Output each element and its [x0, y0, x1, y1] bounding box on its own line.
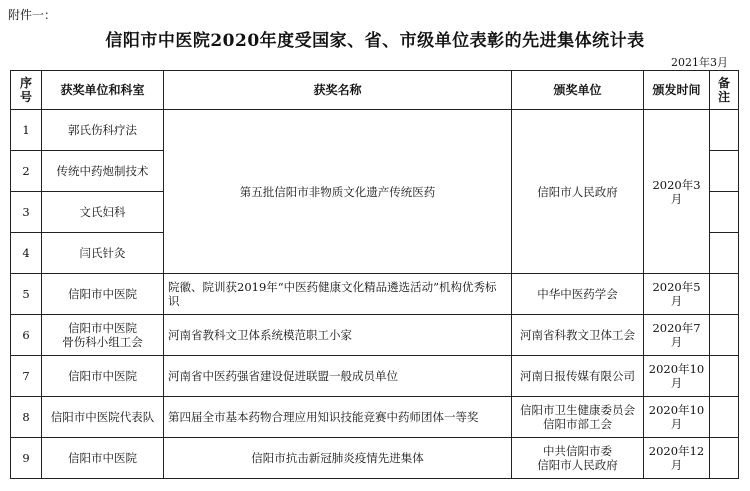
cell-note [710, 151, 739, 192]
attachment-label: 附件一： [8, 8, 57, 22]
cell-index: 2 [11, 151, 42, 192]
cell-issuer: 信阳市人民政府 [512, 110, 644, 274]
cell-unit: 信阳市中医院 [42, 274, 164, 315]
cell-award: 信阳市抗击新冠肺炎疫情先进集体 [164, 438, 512, 479]
cell-unit: 郭氏伤科疗法 [42, 110, 164, 151]
cell-unit: 信阳市中医院 [42, 438, 164, 479]
cell-time: 2020年7月 [644, 315, 710, 356]
cell-index: 5 [11, 274, 42, 315]
cell-note [710, 110, 739, 151]
document-title: 信阳市中医院2020年度受国家、省、市级单位表彰的先进集体统计表 [105, 31, 645, 51]
cell-note [710, 397, 739, 438]
cell-index: 9 [11, 438, 42, 479]
cell-issuer: 河南省科教文卫体工会 [512, 315, 644, 356]
cell-index: 4 [11, 233, 42, 274]
cell-note [710, 192, 739, 233]
cell-unit: 信阳市中医院 [42, 356, 164, 397]
cell-issuer: 河南日报传媒有限公司 [512, 356, 644, 397]
cell-unit: 传统中药炮制技术 [42, 151, 164, 192]
cell-note [710, 274, 739, 315]
cell-time: 2020年10月 [644, 356, 710, 397]
cell-award: 院徽、院训获2019年“中医药健康文化精品遴选活动”机构优秀标识 [164, 274, 512, 315]
header-time: 颁发时间 [644, 71, 710, 110]
cell-award: 河南省教科文卫体系统模范职工小家 [164, 315, 512, 356]
cell-note [710, 356, 739, 397]
header-award: 获奖名称 [164, 71, 512, 110]
cell-note [710, 438, 739, 479]
cell-award: 第四届全市基本药物合理应用知识技能竞赛中药师团体一等奖 [164, 397, 512, 438]
table-header-row [11, 71, 739, 110]
cell-index: 8 [11, 397, 42, 438]
cell-note [710, 233, 739, 274]
cell-issuer: 中共信阳市委 信阳市人民政府 [512, 438, 644, 479]
cell-index: 7 [11, 356, 42, 397]
cell-time: 2020年12月 [644, 438, 710, 479]
cell-time: 2020年5月 [644, 274, 710, 315]
cell-award: 第五批信阳市非物质文化遗产传统医药 [164, 110, 512, 274]
table-row [11, 315, 739, 356]
cell-index: 3 [11, 192, 42, 233]
table-row [11, 110, 739, 151]
cell-unit: 信阳市中医院代表队 [42, 397, 164, 438]
award-table [10, 70, 739, 479]
cell-unit: 信阳市中医院 骨伤科小组工会 [42, 315, 164, 356]
table-row [11, 438, 739, 479]
cell-award: 河南省中医药强省建设促进联盟一般成员单位 [164, 356, 512, 397]
header-issuer: 颁奖单位 [512, 71, 644, 110]
cell-index: 6 [11, 315, 42, 356]
cell-unit: 文氏妇科 [42, 192, 164, 233]
cell-time: 2020年3月 [644, 110, 710, 274]
table-row [11, 274, 739, 315]
header-index: 序号 [11, 71, 42, 110]
header-unit: 获奖单位和科室 [42, 71, 164, 110]
cell-unit: 闫氏针灸 [42, 233, 164, 274]
table-row [11, 397, 739, 438]
header-note: 备注 [710, 71, 739, 110]
cell-time: 2020年10月 [644, 397, 710, 438]
cell-issuer: 中华中医药学会 [512, 274, 644, 315]
document-date: 2021年3月 [671, 56, 728, 69]
cell-note [710, 315, 739, 356]
cell-index: 1 [11, 110, 42, 151]
cell-issuer: 信阳市卫生健康委员会 信阳市部工会 [512, 397, 644, 438]
table-row [11, 356, 739, 397]
